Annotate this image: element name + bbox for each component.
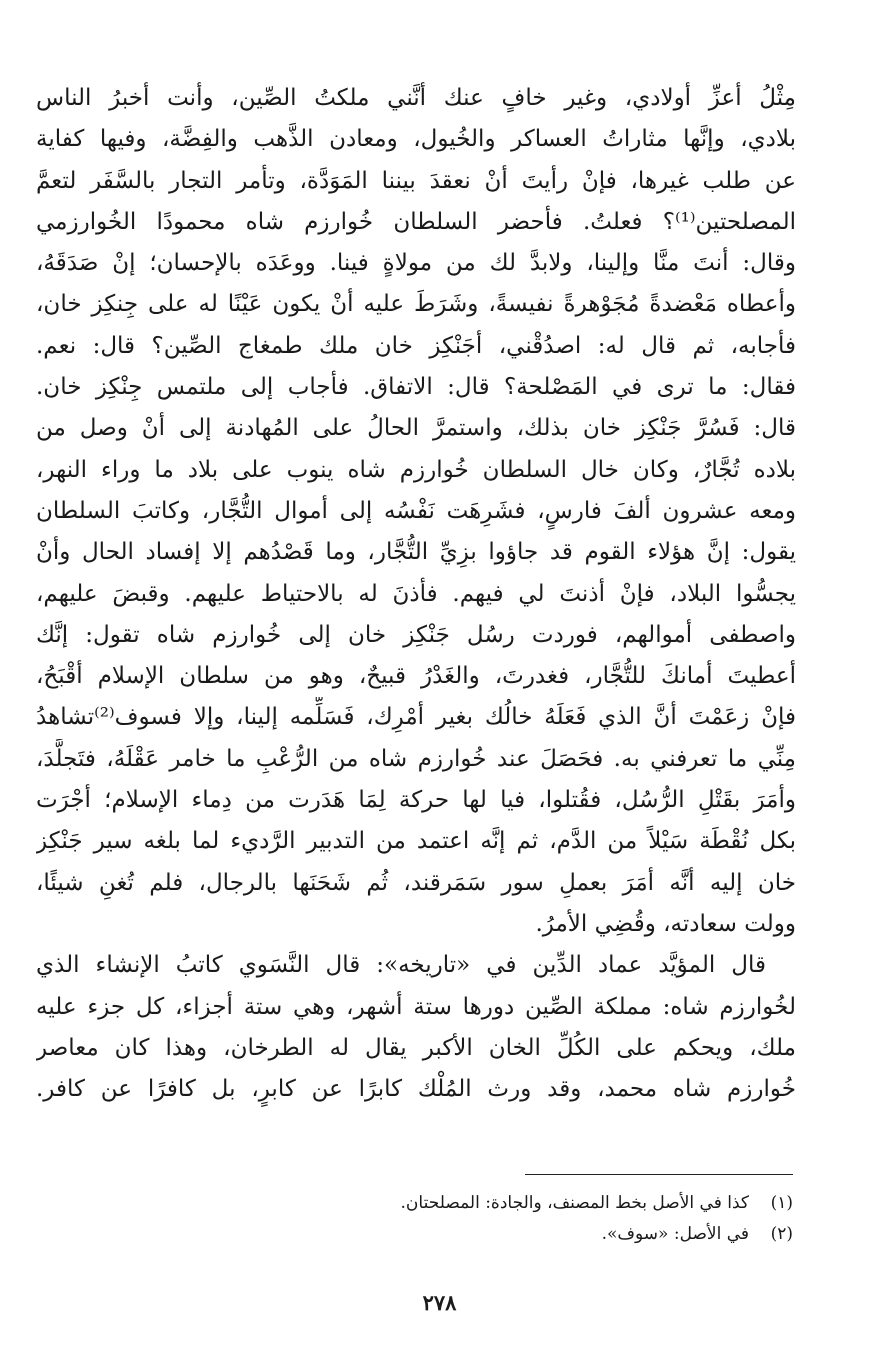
text-line-17: مِنِّي ما تعرفني به. فحَصَلَ عند خُوارزم شاه من الرُّعْبِ ما خامر عَقْلَهُ، فتَجلَّدَ،	[36, 745, 796, 772]
text-line-15: أعطيتَ أمانكَ للتُّجَّار، فغدرتَ، والغَدْرُ قبيحٌ، وهو من سلطان الإسلام أقْبَحُ،	[36, 663, 796, 690]
page-number: ٢٧٨	[422, 1290, 457, 1315]
footnote-text: في الأصل: «سوف».	[601, 1224, 749, 1244]
text-line-8: فقال: ما ترى في المَصْلحة؟ قال: الاتفاق. فأجاب إلى ملتمس جِنْكِز خان.	[36, 374, 796, 401]
text-line-2: بلادي، وإنَّها مثاراتُ العساكر والخُيول، ومعادن الذَّهب والفِضَّة، وفيها كفاية	[36, 126, 796, 153]
text-line-1: مِثْلُ أعزِّ أولادي، وغير خافٍ عنك أنَّني ملكتُ الصِّين، وأنت أخبرُ الناس	[36, 85, 796, 111]
text-line-4: المصلحتين⁽¹⁾؟ فعلتُ. فأحضر السلطان خُوارزم شاه محمودًا الخُوارزمي	[36, 208, 796, 235]
text-line-23: لخُوارزم شاه: مملكة الصِّين دورها ستة أشهر، وهي ستة أجزاء، كل جزء عليه	[36, 993, 796, 1020]
text-line-12: يقول: إنَّ هؤلاء القوم قد جاؤوا بزِيِّ التُّجَّار، وما قَصْدُهم إلا إفساد الحال وأنْ	[36, 539, 796, 566]
text-line-14: واصطفى أموالهم، فوردت رسُل جَنْكِز خان إلى خُوارزم شاه تقول: إنَّك	[36, 621, 796, 648]
text-line-19: بكل نُقْطَة سَيْلاً من الدَّم، ثم إنَّه اعتمد من التدبير الرَّديء لما بلغه سير جَنْكِز	[36, 828, 796, 855]
text-line-11: ومعه عشرون ألفَ فارسٍ، فشَرِهَت نَفْسُه إلى أموال التُّجَّار، وكاتبَ السلطان	[36, 497, 796, 524]
text-line-18: وأمَرَ بقَتْلِ الرُّسُل، فقُتلوا، فيا لها حركة لِمَا هَدَرت من دِماء الإسلام؛ أجْرَت	[36, 787, 796, 814]
text-line-6: وأعطاه مَعْضدةً مُجَوْهرةً نفيسةً، وشَرَطَ عليه أنْ يكون عَيْنًا له على جِنكِز خان،	[36, 291, 796, 318]
footnote-2	[36, 1219, 793, 1250]
text-line-3: عن طلب غيرها، فإنْ رأيتَ أنْ نعقدَ بيننا المَوَدَّة، وتأمر التجار بالسَّفَر لتعمَّ	[36, 167, 796, 194]
text-line-24: ملك، ويحكم على الكُلِّ الخان الأكبر يقال له الطرخان، وهذا كان معاصر	[36, 1034, 796, 1061]
footnote-number: (٢)	[770, 1224, 793, 1244]
text-line-10: بلاده تُجَّارٌ، وكان خال السلطان خُوارزم شاه ينوب على بلاد ما وراء النهر،	[36, 456, 796, 483]
text-line-7: فأجابه، ثم قال له: اصدُقْني، أجَنْكِز خان ملك طمغاج الصِّين؟ قال: نعم.	[36, 332, 796, 359]
text-line-22: قال المؤيَّد عماد الدِّين في «تاريخه»: قال النَّسَوي كاتبُ الإنشاء الذي	[36, 952, 766, 979]
text-line-5: وقال: أنتَ منَّا وإلينا، ولابدَّ لك من مولاةٍ فينا. ووعَدَه بالإحسان؛ إنْ صَدَقَهُ،	[36, 250, 796, 277]
text-line-25: خُوارزم شاه محمد، وقد ورث المُلْك كابرًا عن كابرٍ، بل كافرًا عن كافر.	[36, 1076, 796, 1103]
footnote-divider	[525, 1174, 793, 1175]
text-line-16: فإنْ زعَمْتَ أنَّ الذي فَعَلَهُ خالُك بغير أمْرِك، فَسَلِّمه إلينا، وإلا فسوف⁽²⁾تشاهدُ	[36, 704, 796, 731]
text-line-13: يجسُّوا البلاد، فإنْ أذنتَ لي فيهم. فأذنَ له بالاحتياط عليهم. وقبضَ عليهم،	[36, 580, 796, 607]
footnote-text: كذا في الأصل بخط المصنف، والجادة: المصلحتان.	[400, 1193, 749, 1213]
text-line-9: قال: فَسُرَّ جَنْكِز خان بذلك، واستمرَّ الحالُ على المُهادنة إلى أنْ وصل من	[36, 415, 796, 442]
footnote-1	[36, 1188, 793, 1219]
footnotes	[36, 1188, 793, 1250]
text-line-20: خان إليه أنَّه أمَرَ بعملِ سور سَمَرقند، ثُم شَحَنَها بالرجال، فلم تُغنِ شيئًا،	[36, 869, 796, 896]
footnote-number: (١)	[770, 1193, 793, 1213]
main-text	[36, 78, 796, 1110]
text-line-21: وولت سعادته، وقُضِي الأمرُ.	[535, 910, 796, 937]
